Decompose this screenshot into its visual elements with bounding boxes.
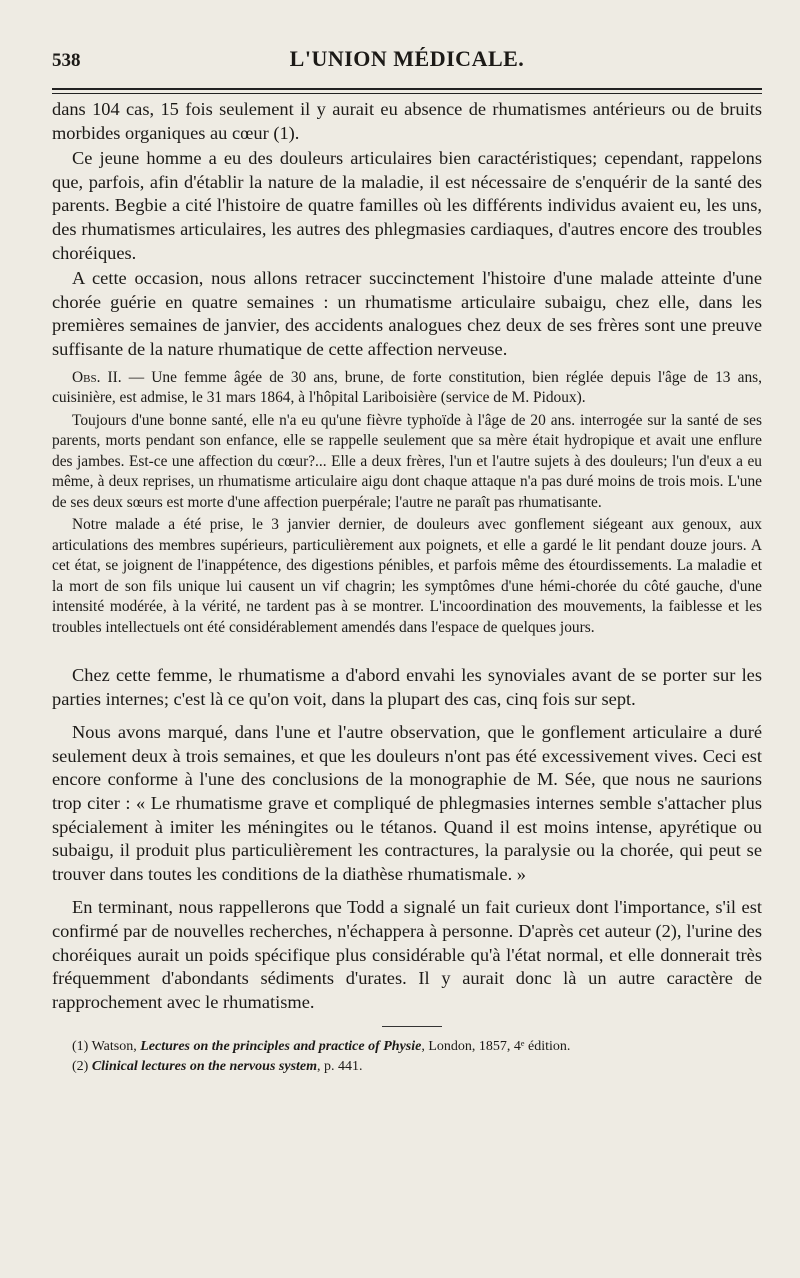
footnote-rule [382, 1026, 442, 1027]
paragraph-commentary-2: Nous avons marqué, dans l'une et l'autre observation, que le gonflement articulaire a duré seulement deux à trois semaines, et que les douleurs n'ont pas été excessivement vives. Ceci est encore conforme à l'une des conclusions de la monographie de M. Sée, que nous ne saurions trop citer : « Le rhumatisme grave et compliqué de phlegmasies internes semble s'attacher plus spécialement à imiter les méningites ou le tétanos. Quand il est moins intense, apyrétique ou subaigu, il produit plus particulièrement les contractures, la paralysie ou la chorée, qui peut se trouver dans toutes les conditions de la diathèse rhumatismale. » [52, 722, 762, 884]
footnotes [52, 1037, 762, 1077]
paragraph-young-man: Ce jeune homme a eu des douleurs articulaires bien caractéristiques; cependant, rappelons que, parfois, afin d'établir la nature de la maladie, il est nécessaire de s'enquérir de la santé des parents. Begbie a cité l'histoire de quatre familles où les différents individus avaient eu, les uns, des rhumatismes articulaires, les autres des phlegmasies cardiaques, d'autres encore des troubles choréiques. [52, 148, 762, 263]
page-number: 538 [52, 50, 81, 71]
header-rule [52, 88, 762, 94]
paragraph-occasion: A cette occasion, nous allons retracer succinctement l'histoire d'une malade atteinte d'une chorée guérie en quatre semaines : un rhumatisme articulaire subaigu, chez elle, dans les premières semaines de janvier, des accidents analogues chez deux de ses frères sont une preuve suffisante de la nature rhumatique de cette affection nerveuse. [52, 268, 762, 359]
footnote-2-rest: , p. 441. [317, 1059, 363, 1075]
observation-history: Toujours d'une bonne santé, elle n'a eu qu'une fièvre typhoïde à l'âge de 20 ans. interrogée sur la santé de ses parents, morts pendant son enfance, elle se rappelle seulement que sa mère était hydropique et avait une enflure des jambes. Est-ce une affection du cœur?... Elle a deux frères, l'un et l'autre sujets à des douleurs; l'un d'eux a eu même, à deux reprises, un rhumatisme articulaire aigu dont chaque attaque n'a pas duré moins de trois mois. L'une de ses deux sœurs est morte d'une affection puerpérale; l'autre ne paraît pas rhumatisante. [52, 411, 762, 511]
observation-block [52, 368, 762, 639]
footnote-2 [52, 1057, 762, 1077]
paragraph-continuation: dans 104 cas, 15 fois seulement il y aurait eu absence de rhumatismes antérieurs ou de bruits morbides organiques au cœur (1). [52, 99, 762, 143]
page-header [52, 0, 762, 76]
paragraph-commentary-3: En terminant, nous rappellerons que Todd a signalé un fait curieux dont l'importance, s'il est confirmé par de nouvelles recherches, n'échappera à personne. D'après cet auteur (2), l'urine des choréiques aurait un poids spécifique plus considérable qu'à l'état normal, et elle donnerait très fréquemment d'abondants sédiments d'urates. Il y aurait donc là un autre caractère de rapprochement avec le rhumatisme. [52, 897, 762, 1012]
paragraph-commentary-1: Chez cette femme, le rhumatisme a d'abord envahi les synoviales avant de se porter sur les parties internes; c'est là ce qu'on voit, dans la plupart des cas, cinq fois sur sept. [52, 665, 762, 709]
footnote-1-title: Lectures on the principles and practice of Physie [140, 1039, 422, 1055]
footnote-1-ref: (1) Watson, [72, 1039, 141, 1055]
observation-label: Obs. II. [72, 368, 122, 386]
footnote-2-ref: (2) [72, 1059, 92, 1075]
observation-intro-text: — Une femme âgée de 30 ans, brune, de forte constitution, bien réglée depuis l'âge de 13 ans, cuisinière, est admise, le 31 mars 1864, à l'hôpital Lariboisière (service de M. Pidoux). [52, 368, 762, 407]
observation-intro [52, 368, 762, 409]
observation-course: Notre malade a été prise, le 3 janvier dernier, de douleurs avec gonflement siégeant aux genoux, aux articulations des membres supérieurs, particulièrement aux poignets, et elle a gardé le lit pendant douze jours. A cet état, se joignent de l'inappétence, des digestions pénibles, et parfois même des étourdissements. La maladie et la mort de son fils unique lui causent un vif chagrin; les symptômes d'une hémi-chorée du côté gauche, d'une intensité modérée, à la vérité, ne tardent pas à se montrer. L'incoordination des mouvements, la faiblesse et les troubles intellectuels ont été considérablement amendés dans l'espace de quelques jours. [52, 516, 762, 636]
footnote-1 [52, 1037, 762, 1057]
running-title: L'UNION MÉDICALE. [289, 46, 525, 71]
article-body [52, 76, 762, 1014]
footnote-2-title: Clinical lectures on the nervous system [91, 1059, 318, 1075]
footnote-1-rest: , London, 1857, 4ᵉ édition. [421, 1039, 571, 1055]
